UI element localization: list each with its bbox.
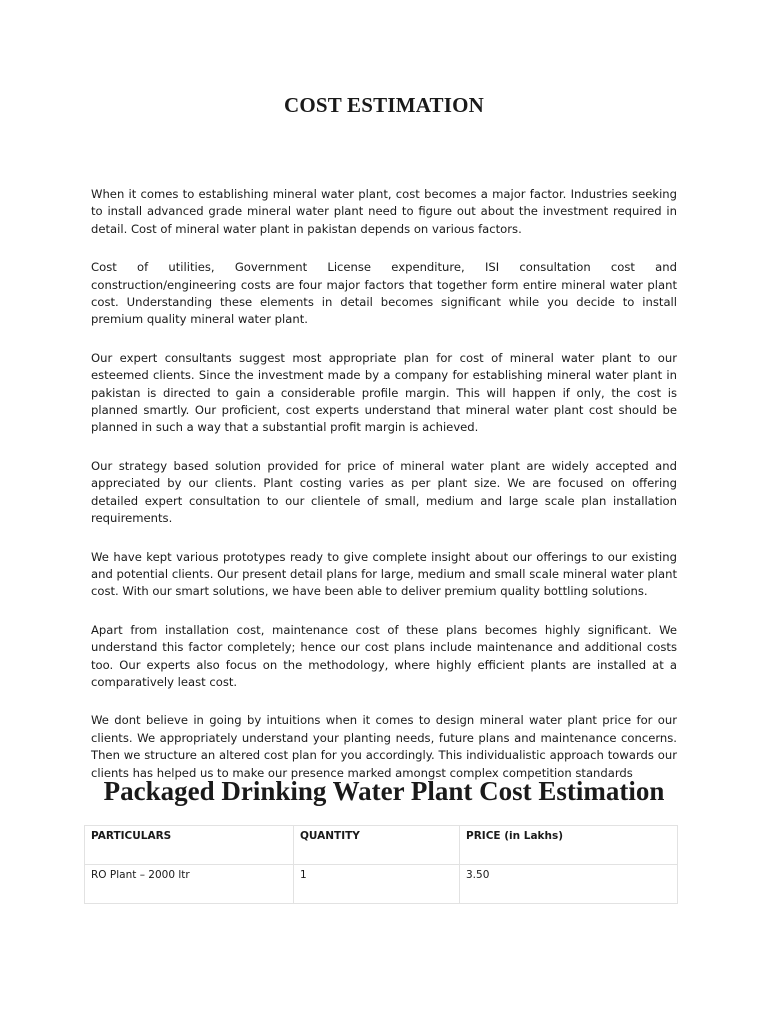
table-header-row: [85, 826, 678, 865]
cell-price: 3.50: [460, 865, 678, 904]
paragraph-7: We dont believe in going by intuitions when it comes to design mineral water plant price for our clients. We appropriately understand your planting needs, future plans and maintenance concerns. Then we structure an altered cost plan for you accordingly. This individualistic approach towards our clients has helped us to make our presence marked amongst complex competition standards: [91, 713, 677, 780]
paragraph-1: When it comes to establishing mineral water plant, cost becomes a major factor. Industries seeking to install advanced grade mineral water plant need to figure out about the investment required in detail. Cost of mineral water plant in pakistan depends on various factors.: [91, 187, 677, 236]
cost-table: [84, 825, 678, 904]
page-title: COST ESTIMATION: [283, 93, 485, 117]
cell-particulars: RO Plant – 2000 ltr: [85, 865, 294, 904]
body-text: [91, 186, 677, 803]
column-header-quantity: QUANTITY: [294, 826, 460, 865]
paragraph-4: Our strategy based solution provided for price of mineral water plant are widely accepted and appreciated by our clients. Plant costing varies as per plant size. We are focused on offering detailed expert consultation to our clientele of small, medium and large scale plan installation requirements.: [91, 458, 677, 526]
cell-quantity: 1: [294, 865, 460, 904]
paragraph-6: Apart from installation cost, maintenance cost of these plans becomes highly significant. We understand this factor completely; hence our cost plans include maintenance and additional costs too. Our experts also focus on the methodology, where highly efficient plants are installed at a comparatively least cost.: [91, 622, 677, 689]
paragraph-3: Our expert consultants suggest most appropriate plan for cost of mineral water plant to our esteemed clients. Since the investment made by a company for establishing mineral water plant in pakistan is directed to gain a considerable profile margin. This will happen if only, the cost is planned smartly. Our proficient, cost experts understand that mineral water plant cost should be planned in such a way that a substantial profit margin is achieved.: [91, 350, 677, 435]
column-header-price: PRICE (in Lakhs): [460, 826, 678, 865]
column-header-particulars: PARTICULARS: [85, 826, 294, 865]
section-title: Packaged Drinking Water Plant Cost Estimation: [103, 776, 665, 806]
paragraph-2: Cost of utilities, Government License expenditure, ISI consultation cost and construction/engineering costs are four major factors that together form entire mineral water plant cost. Understanding these elements in detail becomes significant while you decide to install premium quality mineral water plant.: [91, 260, 677, 327]
paragraph-5: We have kept various prototypes ready to give complete insight about our offerings to our existing and potential clients. Our present detail plans for large, medium and small scale mineral water plant cost. With our smart solutions, we have been able to deliver premium quality bottling solutions.: [91, 549, 677, 599]
table-row: [85, 865, 678, 904]
